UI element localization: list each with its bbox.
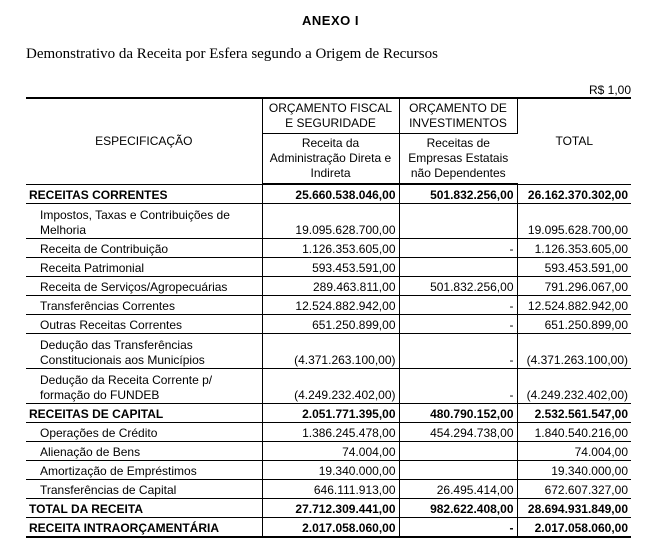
header-orcamento-investimentos: ORÇAMENTO DE INVESTIMENTOS (399, 98, 517, 134)
table-row (26, 499, 631, 518)
row-label: Transferências de Capital (26, 480, 262, 499)
header-fiscal-subtitle: Receita da Administração Direta e Indireta (262, 134, 399, 185)
table-row (26, 480, 631, 499)
invest-value: 26.495.414,00 (399, 480, 517, 499)
fiscal-value: 25.660.538.046,00 (262, 184, 399, 204)
invest-value: 501.832.256,00 (399, 277, 517, 296)
fiscal-value: (4.249.232.402,00) (262, 369, 399, 404)
row-label: RECEITA INTRAORÇAMENTÁRIA (26, 518, 262, 538)
total-value: 28.694.931.849,00 (517, 499, 631, 518)
invest-value: - (399, 518, 517, 538)
total-value: 26.162.370.302,00 (517, 184, 631, 204)
fiscal-value: 19.340.000,00 (262, 461, 399, 480)
table-row (26, 518, 631, 538)
fiscal-value: 1.386.245.478,00 (262, 423, 399, 442)
row-label: Alienação de Bens (26, 442, 262, 461)
fiscal-value: 74.004,00 (262, 442, 399, 461)
table-row (26, 184, 631, 204)
fiscal-value: 12.524.882.942,00 (262, 296, 399, 315)
document-subtitle: Demonstrativo da Receita por Esfera segundo a Origem de Recursos (26, 46, 438, 62)
row-label: Impostos, Taxas e Contribuições de Melhoria (26, 204, 262, 239)
invest-value (399, 204, 517, 239)
invest-value: - (399, 315, 517, 334)
table-row (26, 334, 631, 369)
fiscal-value: (4.371.263.100,00) (262, 334, 399, 369)
fiscal-value: 593.453.591,00 (262, 258, 399, 277)
fiscal-value: 27.712.309.441,00 (262, 499, 399, 518)
total-value: 19.340.000,00 (517, 461, 631, 480)
table-row (26, 315, 631, 334)
annex-title: ANEXO I (302, 13, 359, 28)
table-row (26, 258, 631, 277)
revenue-table (26, 97, 631, 538)
total-value: (4.249.232.402,00) (517, 369, 631, 404)
invest-value: - (399, 334, 517, 369)
total-value: 2.532.561.547,00 (517, 404, 631, 423)
invest-value: 982.622.408,00 (399, 499, 517, 518)
fiscal-value: 289.463.811,00 (262, 277, 399, 296)
fiscal-value: 2.017.058.060,00 (262, 518, 399, 538)
fiscal-value: 646.111.913,00 (262, 480, 399, 499)
invest-value (399, 258, 517, 277)
total-value: 2.017.058.060,00 (517, 518, 631, 538)
total-value: 12.524.882.942,00 (517, 296, 631, 315)
table-row (26, 423, 631, 442)
fiscal-value: 19.095.628.700,00 (262, 204, 399, 239)
total-value: 651.250.899,00 (517, 315, 631, 334)
table-row (26, 277, 631, 296)
total-value: 593.453.591,00 (517, 258, 631, 277)
row-label: TOTAL DA RECEITA (26, 499, 262, 518)
row-label: Receita de Contribuição (26, 239, 262, 258)
total-value: 74.004,00 (517, 442, 631, 461)
fiscal-value: 2.051.771.395,00 (262, 404, 399, 423)
row-label: Receita de Serviços/Agropecuárias (26, 277, 262, 296)
total-value: 1.126.353.605,00 (517, 239, 631, 258)
row-label: Dedução das Transferências Constitucionais aos Municípios (26, 334, 262, 369)
header-total: TOTAL (517, 98, 631, 184)
invest-value: 480.790.152,00 (399, 404, 517, 423)
invest-value: 454.294.738,00 (399, 423, 517, 442)
total-value: 791.296.067,00 (517, 277, 631, 296)
total-value: 672.607.327,00 (517, 480, 631, 499)
row-label: Receita Patrimonial (26, 258, 262, 277)
table-row (26, 442, 631, 461)
invest-value (399, 461, 517, 480)
table-row (26, 239, 631, 258)
row-label: Operações de Crédito (26, 423, 262, 442)
header-invest-subtitle: Receitas de Empresas Estatais não Dependentes (399, 134, 517, 185)
invest-value: 501.832.256,00 (399, 184, 517, 204)
row-label: Dedução da Receita Corrente p/ formação do FUNDEB (26, 369, 262, 404)
invest-value: - (399, 369, 517, 404)
header-orcamento-fiscal: ORÇAMENTO FISCAL E SEGURIDADE (262, 98, 399, 134)
row-label: Transferências Correntes (26, 296, 262, 315)
invest-value (399, 442, 517, 461)
header-especificacao: ESPECIFICAÇÃO (26, 98, 262, 184)
total-value: (4.371.263.100,00) (517, 334, 631, 369)
invest-value: - (399, 296, 517, 315)
row-label: Outras Receitas Correntes (26, 315, 262, 334)
currency-unit: R$ 1,00 (588, 83, 631, 97)
invest-value: - (399, 239, 517, 258)
row-label: Amortização de Empréstimos (26, 461, 262, 480)
row-label: RECEITAS CORRENTES (26, 184, 262, 204)
total-value: 19.095.628.700,00 (517, 204, 631, 239)
table-row (26, 369, 631, 404)
row-label: RECEITAS DE CAPITAL (26, 404, 262, 423)
table-row (26, 204, 631, 239)
table-row (26, 461, 631, 480)
total-value: 1.840.540.216,00 (517, 423, 631, 442)
table-row (26, 404, 631, 423)
fiscal-value: 1.126.353.605,00 (262, 239, 399, 258)
fiscal-value: 651.250.899,00 (262, 315, 399, 334)
table-row (26, 296, 631, 315)
